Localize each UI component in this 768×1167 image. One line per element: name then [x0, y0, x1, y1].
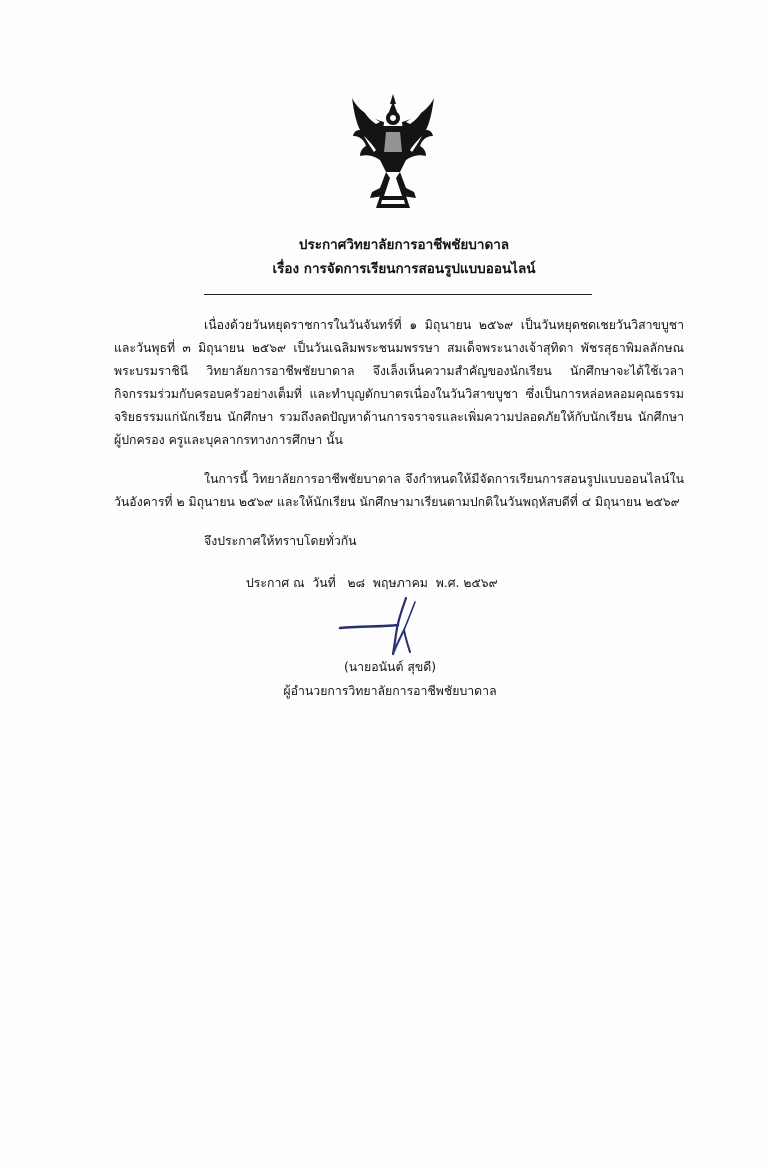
body-paragraph-1 [114, 314, 684, 452]
signer-name: (นายอนันต์ สุขดี) [343, 660, 437, 674]
dateline-year-label: พ.ศ. [435, 576, 460, 590]
body-paragraph-2 [114, 468, 684, 514]
body-paragraph-1-text: เนื่องด้วยวันหยุดราชการในวันจันทร์ที่ ๑ มิถุนายน ๒๕๖๙ เป็นวันหยุดชดเชยวันวิสาขบูชาและวันพุธที่ ๓ มิถุนายน ๒๕๖๙ เป็นวันเฉลิมพระชนมพรรษา สมเด็จพระนางเจ้าสุทิดา พัชรสุธาพิมลลักษณ พระบรมราชินี วิทยาลัยการอาชีพชัยบาดาล จึงเล็งเห็นความสำคัญของนักเรียน นักศึกษาจะได้ใช้เวลากิจกรรมร่วมกับครอบครัวอย่างเต็มที่ และทำบุญตักบาตรเนื่องในวันวิสาขบูชา ซึ่งเป็นการหล่อหลอมคุณธรรม จริยธรรมแก่นักเรียน นักศึกษา รวมถึงลดปัญหาด้านการจราจรและเพิ่มความปลอดภัยให้กับนักเรียน นักศึกษา ผู้ปกครอง ครูและบุคลากรทางการศึกษา นั้น [114, 318, 684, 447]
header-divider [204, 294, 592, 295]
announcement-title: ประกาศวิทยาลัยการอาชีพชัยบาดาล [298, 237, 510, 253]
signature-mark [336, 596, 436, 658]
garuda-emblem-icon [350, 92, 436, 210]
dateline-month: พฤษภาคม [372, 576, 428, 590]
announcement-subject: เรื่อง การจัดการเรียนการสอนรูปแบบออนไลน์ [272, 261, 536, 277]
signer-position: ผู้อำนวยการวิทยาลัยการอาชีพชัยบาดาล [283, 684, 497, 698]
body-paragraph-2-text: ในการนี้ วิทยาลัยการอาชีพชัยบาดาล จึงกำหนดให้มีจัดการเรียนการสอนรูปแบบออนไลน์ในวันอังคารที่ ๒ มิถุนายน ๒๕๖๙ และให้นักเรียน นักศึกษามาเรียนตามปกติในวันพฤหัสบดีที่ ๔ มิถุนายน ๒๕๖๙ [114, 472, 684, 509]
dateline-prefix: ประกาศ ณ [246, 576, 305, 590]
closing-line: จึงประกาศให้ทราบโดยทั่วกัน [204, 534, 357, 548]
dateline-day: ๒๘ [347, 576, 366, 590]
dateline-year: ๒๕๖๙ [463, 576, 498, 590]
dateline [246, 572, 686, 595]
dateline-day-label: วันที่ [312, 576, 336, 590]
